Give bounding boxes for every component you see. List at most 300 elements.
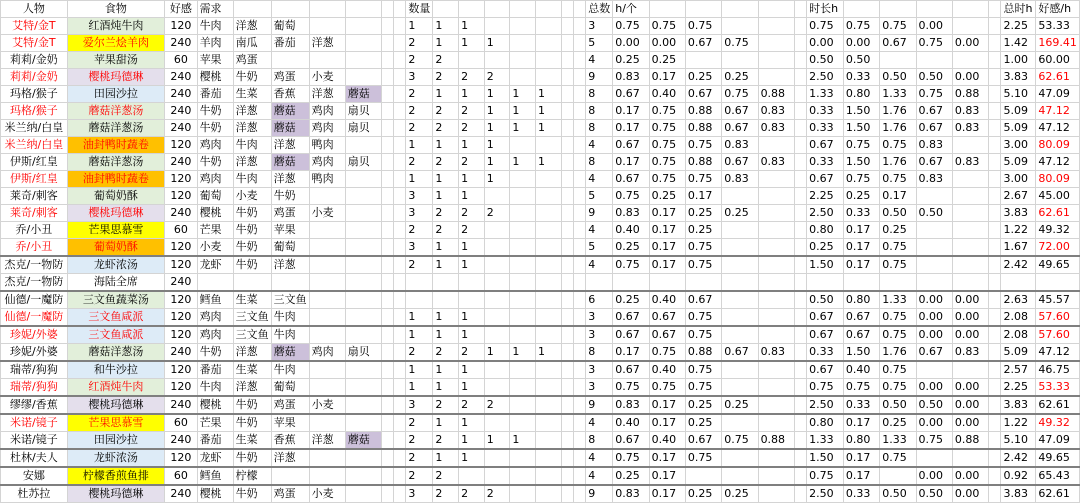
table-cell[interactable]: 1 [406,361,433,379]
table-cell[interactable]: 0.33 [807,154,844,171]
table-cell[interactable] [536,414,562,432]
table-cell[interactable] [345,18,381,35]
header-cell[interactable] [394,1,406,18]
table-cell[interactable] [758,396,794,414]
table-cell[interactable]: 0.25 [880,222,916,239]
table-cell[interactable] [510,309,536,327]
table-cell[interactable]: 1 [484,344,510,362]
table-cell[interactable] [561,309,573,327]
table-cell[interactable] [573,205,585,222]
table-cell[interactable]: 2 [484,485,510,503]
table-cell[interactable] [561,52,573,69]
table-cell[interactable]: 小麦 [309,396,345,414]
table-cell[interactable] [794,86,806,103]
table-cell[interactable] [573,309,585,327]
table-cell[interactable]: 2 [406,86,433,103]
table-cell[interactable]: 0.83 [916,171,952,188]
table-cell[interactable]: 番茄 [197,432,233,450]
table-cell[interactable] [394,222,406,239]
table-cell[interactable] [394,171,406,188]
table-cell[interactable]: 8 [586,344,613,362]
table-cell[interactable]: 60 [165,222,197,239]
table-cell[interactable] [573,239,585,257]
table-cell[interactable] [536,467,562,485]
food-cell[interactable]: 和牛沙拉 [67,361,164,379]
table-cell[interactable] [381,379,393,397]
table-cell[interactable]: 3 [406,69,433,86]
table-cell[interactable]: 0.17 [843,222,879,239]
table-cell[interactable] [794,18,806,35]
table-cell[interactable]: 0.50 [916,485,952,503]
table-cell[interactable]: 0.17 [649,414,685,432]
table-cell[interactable] [561,171,573,188]
table-cell[interactable]: 0.75 [880,309,916,327]
table-cell[interactable]: 0.75 [807,18,844,35]
table-cell[interactable]: 2 [459,222,485,239]
table-cell[interactable]: 0.00 [952,379,988,397]
table-cell[interactable]: 0.00 [916,326,952,344]
table-cell[interactable]: 1 [510,154,536,171]
table-cell[interactable]: 0.25 [722,485,758,503]
person-cell[interactable]: 杜苏拉 [1,485,68,503]
person-cell[interactable]: 珍妮/外婆 [1,344,68,362]
table-cell[interactable] [345,361,381,379]
table-cell[interactable]: 0.67 [613,137,649,154]
table-cell[interactable]: 樱桃 [197,485,233,503]
table-cell[interactable] [345,379,381,397]
table-cell[interactable] [271,52,309,69]
table-cell[interactable] [573,467,585,485]
table-cell[interactable]: 1 [459,449,485,467]
table-cell[interactable]: 0.83 [952,103,988,120]
table-cell[interactable]: 0.83 [613,396,649,414]
table-cell[interactable]: 0.17 [649,256,685,274]
table-cell[interactable]: 9 [586,205,613,222]
table-cell[interactable]: 洋葱 [233,154,271,171]
table-cell[interactable] [758,291,794,309]
table-cell[interactable]: 2 [459,205,485,222]
table-cell[interactable]: 5 [586,239,613,257]
header-cell[interactable] [233,1,271,18]
table-cell[interactable]: 葡萄 [271,379,309,397]
table-cell[interactable]: 1 [484,171,510,188]
table-cell[interactable]: 8 [586,86,613,103]
table-cell[interactable] [381,222,393,239]
table-cell[interactable]: 1.50 [843,120,879,137]
table-cell[interactable] [345,239,381,257]
table-cell[interactable]: 1 [536,120,562,137]
table-cell[interactable]: 蘑菇 [271,103,309,120]
table-cell[interactable]: 1 [433,239,459,257]
table-cell[interactable] [561,274,573,292]
table-cell[interactable]: 1 [433,86,459,103]
table-cell[interactable]: 0.00 [843,35,879,52]
table-cell[interactable] [952,137,988,154]
table-cell[interactable] [794,291,806,309]
table-cell[interactable]: 0.75 [807,379,844,397]
table-cell[interactable] [685,467,721,485]
table-cell[interactable]: 0.17 [649,69,685,86]
table-cell[interactable]: 240 [165,86,197,103]
table-cell[interactable] [510,222,536,239]
table-cell[interactable]: 1 [433,18,459,35]
table-cell[interactable]: 0.25 [685,69,721,86]
table-cell[interactable] [394,361,406,379]
table-cell[interactable]: 洋葱 [233,344,271,362]
table-cell[interactable]: 0.50 [807,291,844,309]
table-cell[interactable]: 洋葱 [233,18,271,35]
table-cell[interactable] [381,414,393,432]
table-cell[interactable]: 120 [165,361,197,379]
table-cell[interactable]: 5.09 [1001,154,1036,171]
table-cell[interactable] [381,309,393,327]
food-cell[interactable]: 葡萄奶酥 [67,188,164,205]
table-cell[interactable]: 洋葱 [233,379,271,397]
table-cell[interactable]: 0.17 [649,205,685,222]
table-cell[interactable]: 49.65 [1036,449,1080,467]
table-cell[interactable] [381,103,393,120]
table-cell[interactable] [381,256,393,274]
table-cell[interactable]: 牛肉 [271,309,309,327]
table-cell[interactable]: 0.25 [685,205,721,222]
table-cell[interactable]: 120 [165,379,197,397]
table-cell[interactable] [758,274,794,292]
table-cell[interactable]: 牛肉 [233,137,271,154]
table-cell[interactable]: 2 [433,344,459,362]
table-cell[interactable]: 1.76 [880,154,916,171]
table-cell[interactable]: 120 [165,449,197,467]
table-cell[interactable] [484,291,510,309]
table-cell[interactable] [561,205,573,222]
table-cell[interactable] [394,256,406,274]
table-cell[interactable]: 0.17 [649,396,685,414]
table-cell[interactable] [722,18,758,35]
food-cell[interactable]: 蘑菇洋葱汤 [67,344,164,362]
table-cell[interactable] [510,274,536,292]
table-cell[interactable]: 蘑菇 [271,344,309,362]
table-cell[interactable]: 240 [165,396,197,414]
table-cell[interactable] [880,274,916,292]
table-cell[interactable]: 3.83 [1001,69,1036,86]
table-cell[interactable] [394,291,406,309]
table-cell[interactable] [394,18,406,35]
table-cell[interactable]: 0.33 [807,344,844,362]
table-cell[interactable] [381,361,393,379]
person-cell[interactable]: 瑞蒂/狗狗 [1,361,68,379]
table-cell[interactable] [722,361,758,379]
table-cell[interactable]: 1 [459,309,485,327]
table-cell[interactable]: 1 [484,86,510,103]
table-cell[interactable]: 0.67 [916,120,952,137]
table-cell[interactable] [794,120,806,137]
table-cell[interactable]: 3.00 [1001,171,1036,188]
table-cell[interactable] [794,137,806,154]
table-cell[interactable]: 蘑菇 [345,432,381,450]
table-cell[interactable]: 1 [510,432,536,450]
table-cell[interactable]: 240 [165,154,197,171]
table-cell[interactable] [561,256,573,274]
table-cell[interactable]: 小麦 [197,239,233,257]
table-cell[interactable] [345,396,381,414]
table-cell[interactable] [952,188,988,205]
table-cell[interactable]: 1 [484,432,510,450]
table-cell[interactable] [561,467,573,485]
table-cell[interactable]: 樱桃 [197,205,233,222]
table-cell[interactable]: 1 [484,103,510,120]
table-cell[interactable]: 0.75 [685,137,721,154]
table-cell[interactable]: 0.83 [758,344,794,362]
table-cell[interactable] [573,274,585,292]
table-cell[interactable]: 苹果 [197,52,233,69]
table-cell[interactable] [989,86,1001,103]
table-cell[interactable] [197,274,233,292]
header-cell[interactable] [952,1,988,18]
table-cell[interactable] [989,154,1001,171]
table-cell[interactable] [916,274,952,292]
table-cell[interactable]: 2 [459,485,485,503]
table-cell[interactable]: 0.33 [807,103,844,120]
table-cell[interactable] [561,103,573,120]
food-cell[interactable]: 红酒炖牛肉 [67,18,164,35]
table-cell[interactable]: 2 [484,205,510,222]
table-cell[interactable] [758,69,794,86]
table-cell[interactable]: 牛奶 [197,154,233,171]
table-cell[interactable]: 1 [459,86,485,103]
header-cell[interactable]: 需求 [197,1,233,18]
table-cell[interactable]: 0.83 [758,103,794,120]
table-cell[interactable]: 0.67 [807,137,844,154]
table-cell[interactable]: 0.40 [843,361,879,379]
table-cell[interactable] [794,171,806,188]
table-cell[interactable]: 羊肉 [197,35,233,52]
table-cell[interactable]: 0.00 [952,414,988,432]
person-cell[interactable]: 米诺/镜子 [1,414,68,432]
table-cell[interactable] [880,467,916,485]
table-cell[interactable]: 0.67 [613,86,649,103]
table-cell[interactable]: 1 [433,379,459,397]
table-cell[interactable]: 苹果 [271,414,309,432]
table-cell[interactable]: 1 [510,344,536,362]
table-cell[interactable]: 鸡蛋 [271,205,309,222]
table-cell[interactable] [952,222,988,239]
table-cell[interactable]: 9 [586,485,613,503]
table-cell[interactable] [989,103,1001,120]
header-cell[interactable] [573,1,585,18]
table-cell[interactable]: 0.67 [685,86,721,103]
table-cell[interactable]: 鸡肉 [309,344,345,362]
table-cell[interactable] [536,309,562,327]
table-cell[interactable]: 62.61 [1036,396,1080,414]
table-cell[interactable] [394,449,406,467]
table-cell[interactable] [758,309,794,327]
table-cell[interactable]: 0.75 [916,432,952,450]
table-cell[interactable]: 0.17 [880,188,916,205]
table-cell[interactable]: 芒果 [197,222,233,239]
table-cell[interactable]: 1 [433,137,459,154]
table-cell[interactable]: 0.25 [613,291,649,309]
table-cell[interactable]: 57.60 [1036,309,1080,327]
table-cell[interactable]: 0.75 [685,326,721,344]
table-cell[interactable]: 0.00 [952,291,988,309]
table-cell[interactable]: 47.12 [1036,154,1080,171]
table-cell[interactable]: 0.80 [843,291,879,309]
table-cell[interactable] [722,309,758,327]
table-cell[interactable]: 1 [536,86,562,103]
table-cell[interactable] [794,485,806,503]
table-cell[interactable]: 1.33 [880,86,916,103]
table-cell[interactable] [794,309,806,327]
table-cell[interactable]: 0.40 [649,86,685,103]
table-cell[interactable]: 鸡蛋 [233,52,271,69]
table-cell[interactable]: 4 [586,414,613,432]
table-cell[interactable]: 2.50 [807,396,844,414]
table-cell[interactable]: 0.75 [880,379,916,397]
table-cell[interactable] [394,69,406,86]
header-cell[interactable] [536,1,562,18]
table-cell[interactable] [394,485,406,503]
table-cell[interactable] [510,69,536,86]
table-cell[interactable]: 洋葱 [271,256,309,274]
table-cell[interactable] [561,326,573,344]
table-cell[interactable] [484,309,510,327]
table-cell[interactable] [573,154,585,171]
table-cell[interactable]: 鸡肉 [309,120,345,137]
table-cell[interactable]: 0.67 [613,361,649,379]
table-cell[interactable] [561,18,573,35]
table-cell[interactable]: 1 [459,432,485,450]
table-cell[interactable]: 0.67 [685,291,721,309]
table-cell[interactable]: 0.33 [843,485,879,503]
table-cell[interactable] [989,52,1001,69]
table-cell[interactable] [433,291,459,309]
table-cell[interactable]: 2 [433,52,459,69]
table-cell[interactable] [758,137,794,154]
table-cell[interactable]: 47.09 [1036,432,1080,450]
table-cell[interactable] [989,485,1001,503]
table-cell[interactable]: 0.25 [613,467,649,485]
table-cell[interactable]: 2.25 [1001,379,1036,397]
table-cell[interactable] [510,18,536,35]
table-cell[interactable] [573,18,585,35]
table-cell[interactable] [807,274,844,292]
table-cell[interactable]: 樱桃 [197,69,233,86]
table-cell[interactable]: 8 [586,154,613,171]
table-cell[interactable]: 0.40 [613,222,649,239]
table-cell[interactable]: 0.17 [613,120,649,137]
table-cell[interactable]: 0.17 [613,154,649,171]
table-cell[interactable]: 240 [165,432,197,450]
food-cell[interactable]: 油封鸭时蔬卷 [67,171,164,188]
table-cell[interactable]: 1 [433,171,459,188]
table-cell[interactable] [484,18,510,35]
table-cell[interactable]: 4 [586,171,613,188]
table-cell[interactable] [573,69,585,86]
table-cell[interactable]: 2 [433,396,459,414]
table-cell[interactable] [561,361,573,379]
table-cell[interactable] [484,414,510,432]
table-cell[interactable] [989,18,1001,35]
table-cell[interactable]: 牛奶 [233,222,271,239]
table-cell[interactable]: 0.75 [722,432,758,450]
table-cell[interactable]: 0.83 [758,120,794,137]
table-cell[interactable] [406,291,433,309]
header-cell[interactable] [381,1,393,18]
header-cell[interactable] [794,1,806,18]
table-cell[interactable]: 0.00 [649,35,685,52]
table-cell[interactable]: 2 [406,120,433,137]
food-cell[interactable]: 柠檬香煎鱼排 [67,467,164,485]
table-cell[interactable]: 0.67 [613,171,649,188]
table-cell[interactable] [484,222,510,239]
table-cell[interactable]: 2.42 [1001,449,1036,467]
table-cell[interactable] [573,222,585,239]
table-cell[interactable] [345,171,381,188]
table-cell[interactable]: 葡萄 [271,239,309,257]
food-cell[interactable]: 田园沙拉 [67,432,164,450]
table-cell[interactable] [989,239,1001,257]
table-cell[interactable] [573,326,585,344]
table-cell[interactable]: 3 [586,379,613,397]
table-cell[interactable]: 53.33 [1036,18,1080,35]
table-cell[interactable]: 0.83 [613,205,649,222]
table-cell[interactable]: 0.75 [685,449,721,467]
table-cell[interactable] [722,326,758,344]
table-cell[interactable]: 扇贝 [345,103,381,120]
table-cell[interactable]: 0.75 [685,379,721,397]
food-cell[interactable]: 芒果思慕雪 [67,414,164,432]
table-cell[interactable]: 2 [406,256,433,274]
table-cell[interactable] [573,344,585,362]
table-cell[interactable] [394,120,406,137]
table-cell[interactable]: 0.17 [685,188,721,205]
table-cell[interactable]: 0.75 [649,344,685,362]
table-cell[interactable]: 9 [586,69,613,86]
table-cell[interactable] [536,137,562,154]
food-cell[interactable]: 龙虾浓汤 [67,449,164,467]
table-cell[interactable]: 2.42 [1001,256,1036,274]
table-cell[interactable]: 2.57 [1001,361,1036,379]
table-cell[interactable] [989,449,1001,467]
table-cell[interactable] [381,35,393,52]
table-cell[interactable] [794,103,806,120]
table-cell[interactable]: 2 [406,222,433,239]
table-cell[interactable]: 0.83 [952,154,988,171]
table-cell[interactable]: 0.50 [916,69,952,86]
table-cell[interactable] [271,274,309,292]
table-cell[interactable] [952,361,988,379]
table-cell[interactable] [649,274,685,292]
table-cell[interactable] [794,467,806,485]
person-cell[interactable]: 莉莉/金奶 [1,69,68,86]
table-cell[interactable]: 2 [433,222,459,239]
table-cell[interactable] [510,239,536,257]
table-cell[interactable] [345,69,381,86]
table-cell[interactable]: 0.75 [685,239,721,257]
table-cell[interactable]: 鸡肉 [197,171,233,188]
table-cell[interactable]: 0.25 [685,222,721,239]
table-cell[interactable] [394,52,406,69]
table-cell[interactable]: 牛奶 [233,449,271,467]
table-cell[interactable] [843,274,879,292]
table-cell[interactable]: 生菜 [233,361,271,379]
table-cell[interactable]: 1 [433,35,459,52]
table-cell[interactable] [345,326,381,344]
table-cell[interactable]: 2.67 [1001,188,1036,205]
table-cell[interactable]: 0.80 [807,414,844,432]
table-cell[interactable]: 葡萄 [271,18,309,35]
table-cell[interactable]: 0.17 [843,467,879,485]
table-cell[interactable] [536,52,562,69]
